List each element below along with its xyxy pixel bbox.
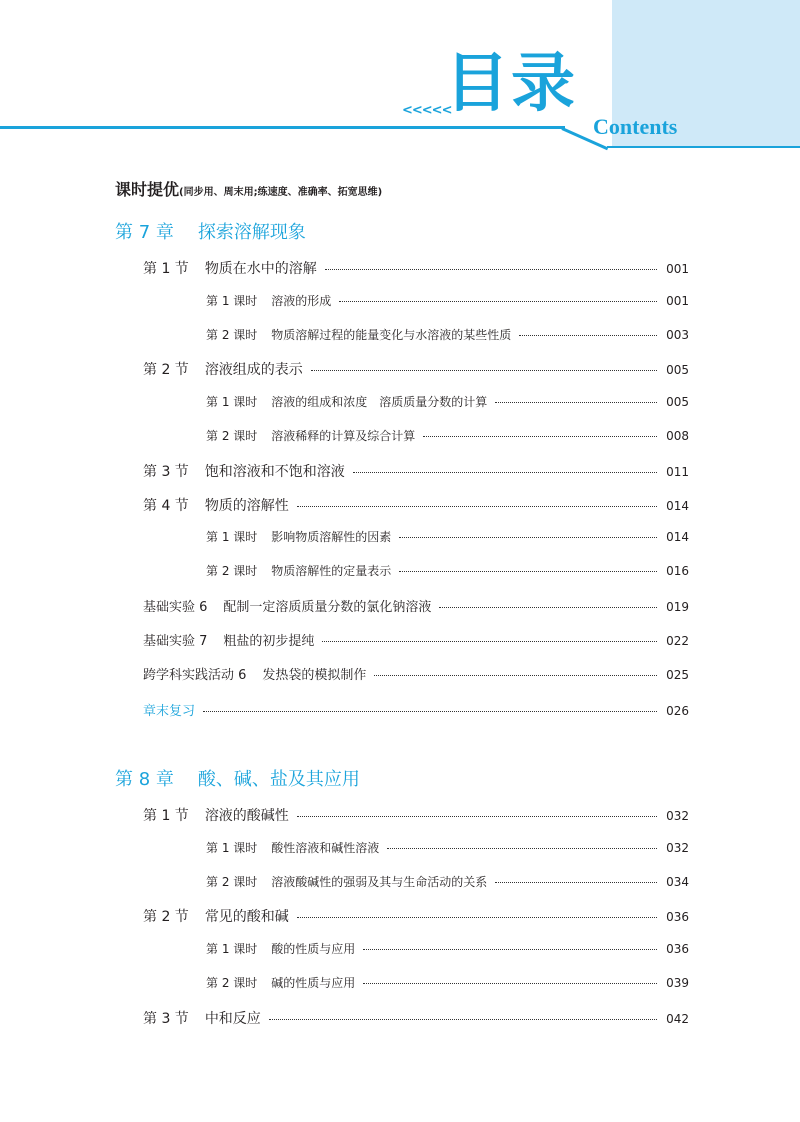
chapter-number: 第 7 章	[115, 222, 174, 243]
entry-label: 第 1 课时	[206, 293, 258, 308]
contents-label: Contents	[593, 114, 678, 139]
toc-entry[interactable]	[206, 562, 689, 579]
header-rule-right	[607, 146, 800, 148]
page-number: 001	[666, 262, 689, 276]
entry-title: 物质的溶解性	[204, 497, 289, 514]
entry-title: 配制一定溶质质量分数的氯化钠溶液	[223, 600, 432, 615]
entry-label: 第 2 课时	[206, 874, 258, 889]
toc-entry[interactable]	[206, 940, 689, 957]
entry-label: 第 2 课时	[206, 429, 258, 443]
toc-entry[interactable]	[206, 873, 689, 890]
entry-title: 溶液酸碱性的强弱及其与生命活动的关系	[271, 874, 488, 889]
entry-title: 物质溶解过程的能量变化与水溶液的某些性质	[271, 327, 512, 342]
entry-label: 第 2 节	[143, 362, 189, 379]
page-number: 042	[666, 1011, 689, 1026]
toc-entry[interactable]	[206, 326, 689, 343]
dot-leader	[495, 882, 657, 883]
page-number: 026	[666, 704, 689, 719]
dot-leader	[399, 571, 657, 572]
page-number: 032	[666, 809, 689, 823]
page-number: 022	[666, 633, 689, 648]
toc-entry[interactable]	[143, 664, 689, 683]
page-number: 005	[666, 363, 689, 378]
page-title: 目录	[445, 47, 577, 121]
toc-entry[interactable]	[143, 258, 689, 278]
page-number: 036	[666, 942, 689, 957]
toc-entry[interactable]	[143, 359, 689, 379]
entry-title: 常见的酸和碱	[204, 909, 289, 926]
dot-leader	[269, 1019, 657, 1020]
dot-leader	[322, 641, 657, 642]
entry-label: 第 2 节	[143, 909, 189, 926]
entry-title: 溶液稀释的计算及综合计算	[271, 429, 416, 443]
entry-title: 发热袋的模拟制作	[262, 667, 367, 683]
entry-label: 第 1 节	[143, 808, 189, 824]
page-number: 003	[666, 327, 689, 342]
entry-label: 第 1 课时	[206, 395, 258, 410]
entry-label: 第 3 节	[143, 1010, 189, 1027]
dot-leader	[374, 675, 657, 676]
entry-label: 第 3 节	[143, 463, 189, 480]
entry-label: 第 4 节	[143, 497, 189, 514]
page-number: 016	[666, 564, 689, 579]
toc-entry[interactable]	[143, 630, 689, 649]
toc-entry[interactable]	[206, 839, 689, 856]
toc-entry[interactable]	[143, 906, 689, 926]
toc-entry[interactable]	[206, 528, 689, 545]
entry-title: 溶液组成的表示	[204, 362, 303, 379]
entry-label: 基础实验 6	[143, 600, 208, 615]
chapter-title: 酸、碱、盐及其应用	[197, 769, 360, 790]
dot-leader	[311, 370, 657, 371]
entry-label: 第 2 课时	[206, 976, 258, 990]
entry-label: 第 1 课时	[206, 840, 258, 855]
chapter-heading	[115, 218, 306, 244]
entry-title: 溶液的组成和浓度 溶质质量分数的计算	[271, 395, 488, 410]
entry-label: 基础实验 7	[143, 633, 208, 649]
page-number: 019	[666, 600, 689, 614]
entry-title: 溶液的形成	[271, 293, 332, 308]
dot-leader	[297, 816, 657, 817]
dot-leader	[297, 506, 657, 507]
toc-entry[interactable]	[143, 1008, 689, 1028]
chapter-number: 第 8 章	[115, 769, 174, 790]
dot-leader	[363, 983, 657, 984]
arrows-icon: <<<<<	[402, 103, 452, 118]
chapter-title: 探索溶解现象	[197, 222, 306, 243]
entry-title: 饱和溶液和不饱和溶液	[204, 463, 345, 480]
entry-label: 第 1 课时	[206, 530, 258, 545]
entry-label: 第 1 节	[143, 261, 189, 277]
dot-leader	[297, 917, 657, 918]
toc-entry[interactable]	[206, 974, 689, 991]
toc-entry[interactable]	[143, 805, 689, 825]
page-number: 014	[666, 498, 689, 513]
intro-note: (同步用、周末用;练速度、准确率、拓宽思维)	[179, 187, 383, 198]
page-number: 014	[666, 530, 689, 545]
entry-title: 影响物质溶解性的因素	[271, 530, 392, 545]
page-number: 025	[666, 667, 689, 682]
entry-label: 第 1 课时	[206, 942, 258, 957]
toc-entry[interactable]	[143, 495, 689, 515]
page-number: 039	[666, 976, 689, 990]
entry-label: 跨学科实践活动 6	[143, 667, 247, 683]
toc-entry[interactable]	[143, 461, 689, 481]
toc-entry[interactable]	[206, 292, 689, 309]
dot-leader	[353, 472, 657, 473]
intro-heading	[115, 177, 382, 200]
toc-entry[interactable]	[143, 596, 689, 615]
dot-leader	[423, 436, 657, 437]
dot-leader	[439, 607, 657, 608]
entry-title: 碱的性质与应用	[271, 976, 356, 990]
page-number: 005	[666, 395, 689, 410]
page-number: 032	[666, 840, 689, 855]
dot-leader	[495, 402, 657, 403]
entry-title: 粗盐的初步提纯	[223, 633, 315, 649]
dot-leader	[339, 301, 657, 302]
page-number: 001	[666, 293, 689, 308]
entry-title: 酸性溶液和碱性溶液	[271, 840, 380, 855]
intro-title: 课时提优	[115, 180, 180, 199]
entry-title: 中和反应	[204, 1010, 261, 1027]
dot-leader	[519, 335, 657, 336]
entry-title: 物质溶解性的定量表示	[271, 564, 392, 579]
dot-leader	[387, 848, 657, 849]
page-number: 011	[666, 464, 689, 479]
entry-title: 溶液的酸碱性	[204, 808, 289, 824]
dot-leader	[399, 537, 657, 538]
entry-title: 酸的性质与应用	[271, 942, 356, 957]
chapter-heading	[115, 765, 360, 791]
dot-leader	[203, 711, 657, 712]
header-rule	[0, 126, 565, 129]
entry-label: 第 2 课时	[206, 564, 258, 579]
toc-entry[interactable]	[206, 393, 689, 410]
entry-label: 第 2 课时	[206, 327, 258, 342]
page-number: 034	[666, 874, 689, 889]
entry-title: 章末复习	[143, 704, 196, 720]
dot-leader	[363, 949, 657, 950]
toc-entry[interactable]	[206, 427, 689, 444]
entry-title: 物质在水中的溶解	[204, 261, 317, 277]
dot-leader	[325, 269, 657, 270]
toc-entry[interactable]	[143, 700, 689, 719]
page-number: 008	[666, 429, 689, 443]
page-number: 036	[666, 910, 689, 925]
